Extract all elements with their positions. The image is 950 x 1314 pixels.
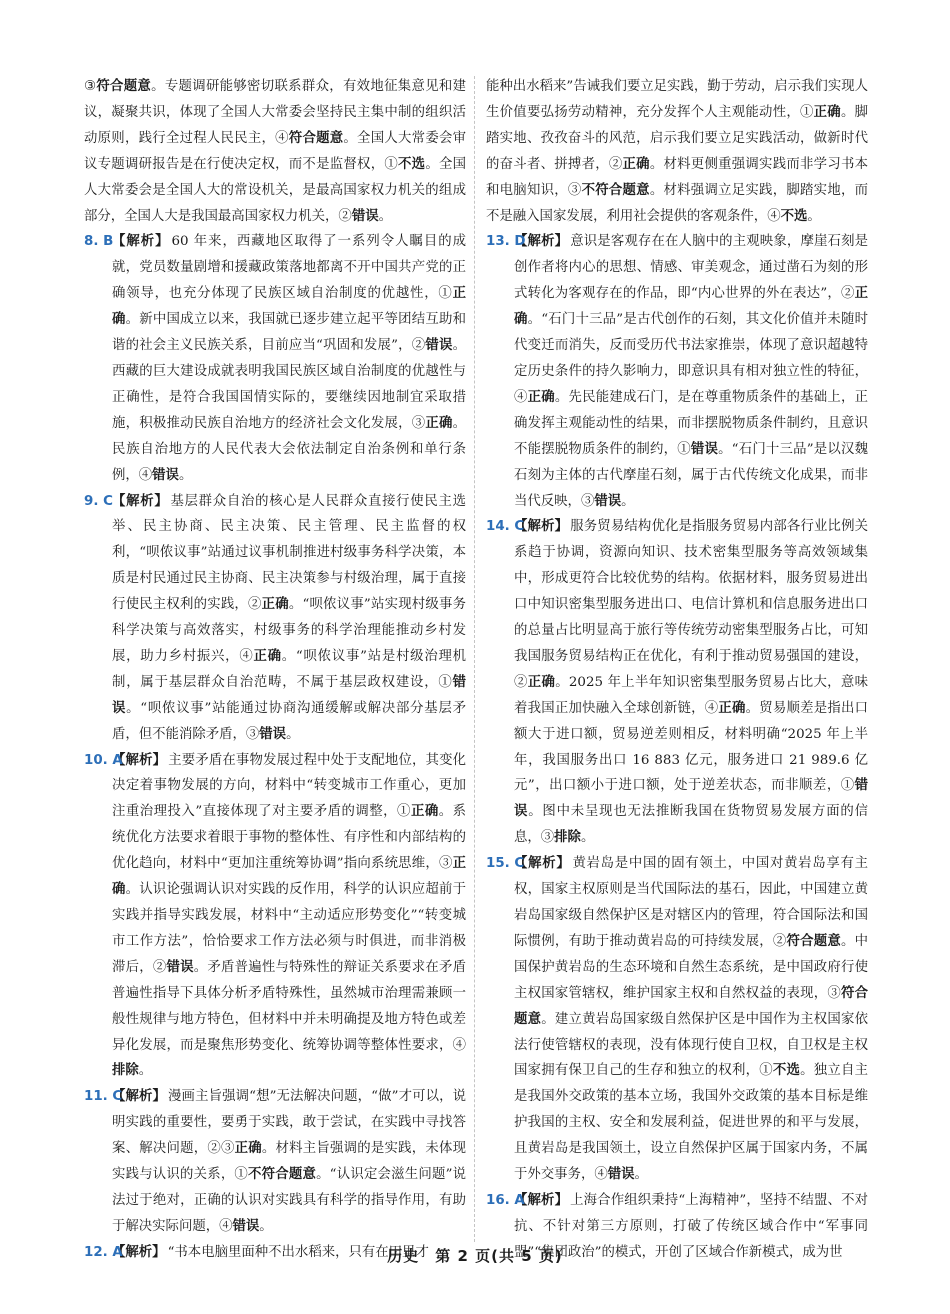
analysis-text: 能种出水稻来”告诫我们要立足实践，勤于劳动，启示我们实现人生价值要弘扬劳动精神，充分发挥个人主观能动性，① <box>486 79 868 120</box>
analysis-text: 。矛盾普遍性与特殊性的辩证关系要求在矛盾普遍性指导下具体分析矛盾特殊性，虽然城市治理需兼顾一般性规律与地方特色，但材料中并未明确提及地方特色或差异化发展，而是聚焦形势变化、统筹协调等整体性要求，④ <box>112 959 467 1053</box>
verdict-text: 正确 <box>514 286 868 328</box>
analysis-text: 。2025 年上半年知识密集型服务贸易占比大，意味着我国正加快融入全球创新链，④ <box>514 674 869 716</box>
verdict-text: 符合题意 <box>514 985 868 1027</box>
analysis-text: 。“呗侬议事”站实现村级事务科学决策与高效落实，村级事务的科学治理能推动乡村发展，助力乡村振兴，④ <box>112 597 467 664</box>
analysis-text: 。专题调研能够密切联系群众，有效地征集意见和建议，凝聚共识，体现了全国人大常委会坚持民主集中制的组织活动原则，践行全过程人民民主，④ <box>84 79 466 146</box>
verdict-text: 正确 <box>234 1141 262 1157</box>
verdict-text: 不符合题意 <box>581 182 650 198</box>
analysis-text: 上海合作组织秉持“上海精神”，坚持不结盟、不对抗、不针对第三方原则，打破了传统区域合作中“军事同盟”“集团政治”的模式，开创了区域合作新模式，成为世 <box>514 1192 868 1260</box>
verdict-text: 正确 <box>112 286 466 328</box>
answer-item <box>486 514 868 851</box>
analysis-text: 。民族自治地方的人民代表大会依法制定自治条例和单行条例，④ <box>112 415 466 483</box>
analysis-text: 60 年来，西藏地区取得了一系列令人瞩目的成就，党员数量剧增和援藏政策落地都离不开中国共产党的正确领导，也充分体现了民族区域自治制度的优越性，① <box>112 234 466 302</box>
verdict-text: 错误 <box>607 1167 635 1183</box>
analysis-text: 。图中未呈现也无法推断我国在货物贸易发展方面的信息，③ <box>514 804 869 846</box>
analysis-text: 。材料主旨强调的是实践，未体现实践与认识的关系，① <box>112 1141 467 1183</box>
question-number: 16. A <box>486 1192 525 1208</box>
analysis-text: 。 <box>580 830 595 846</box>
question-number: 9. C <box>84 493 113 509</box>
analysis-text: 。先民能建成石门，是在尊重物质条件的基础上，正确发挥主观能动性的结果，而非摆脱物质条件制约，且意识不能摆脱物质条件的制约，① <box>514 389 869 457</box>
analysis-text: 黄岩岛是中国的固有领土，中国对黄岩岛享有主权，国家主权原则是当代国际法的基石，因此，中国建立黄岩岛国家级自然保护区是对辖区内的管理，符合国际法和国际惯例，有助于推动黄岩岛的可持续发展，② <box>514 856 869 949</box>
analysis-text: 。新中国成立以来，我国就已逐步建立起平等团结互助和谐的社会主义民族关系，目前应当“巩固和发展”，② <box>112 312 466 354</box>
analysis-text: 。中国保护黄岩岛的生态环境和自然生态系统，是中国政府行使主权国家管辖权，维护国家主权和自然权益的表现，③ <box>514 933 869 1001</box>
verdict-text: 正确 <box>253 648 282 664</box>
analysis-text: 。“呗侬议事”站是村级治理机制，属于基层群众自治范畴，不属于基层政权建设，① <box>112 648 466 690</box>
analysis-text: 。建立黄岩岛国家级自然保护区是中国作为主权国家依法行使管辖权的表现，没有体现行使自卫权，自卫权是主权国家拥有保卫自己的生存和独立的权利，① <box>514 1011 868 1079</box>
question-number: 15. C <box>486 856 525 872</box>
analysis-text: 。西藏的巨大建设成就表明我国民族区域自治制度的优越性与正确性，是符合我国国情实际的，要继续因地制宜采取措施，积极推动民族自治地方的经济社会文化发展，③ <box>112 338 466 431</box>
verdict-text: 正确 <box>622 156 650 172</box>
analysis-tag: 【解析】 <box>112 493 169 509</box>
verdict-text: 错误 <box>351 208 379 224</box>
analysis-tag: 【解析】 <box>112 1244 166 1260</box>
verdict-text: 排除 <box>112 1063 139 1079</box>
analysis-text: 漫画主旨强调“想”无法解决问题，“做”才可以，说明实践的重要性，要勇于实践，敢于尝试，在实践中寻找答案、解决问题，②③ <box>112 1089 466 1157</box>
analysis-tag: 【解析】 <box>514 856 571 872</box>
analysis-text: 。“呗侬议事”站能通过协商沟通缓解或解决部分基层矛盾，但不能消除矛盾，③ <box>112 700 466 742</box>
question-number: 14. C <box>486 519 525 535</box>
verdict-text: 错误 <box>112 674 466 716</box>
verdict-text: 正确 <box>112 856 466 898</box>
analysis-text: 。材料更侧重强调实践而非学习书本和电脑知识，③ <box>486 156 869 198</box>
analysis-text: 。“石门十三品”是古代创作的石刻，其文化价值并未随时代变迁而消失，反而受历代书法家推崇，体现了意识超越特定历史条件的持久影响力，即意识具有相对独立性的特征，④ <box>514 312 868 405</box>
answer-continuation <box>486 74 868 229</box>
analysis-tag: 【解析】 <box>112 752 167 768</box>
analysis-text: 主要矛盾在事物发展过程中处于支配地位，其变化决定着事物发展的方向，材料中“转变城市工作重心，更加注重治理投入”直接体现了对主要矛盾的调整，① <box>112 752 467 820</box>
question-number: 8. B <box>84 234 114 250</box>
analysis-text: 。全国人大常委会是全国人大的常设机关，是最高国家权力机关的组成部分，全国人大是我国最高国家权力机关，② <box>84 156 467 224</box>
analysis-tag: 【解析】 <box>514 1192 569 1208</box>
left-column <box>84 74 466 1266</box>
question-number: 13. D <box>486 234 526 250</box>
verdict-text: 错误 <box>259 726 287 742</box>
analysis-text: 。 <box>378 208 392 224</box>
verdict-text: 正确 <box>261 597 289 613</box>
column-divider <box>474 76 475 1242</box>
answer-item <box>84 489 466 748</box>
verdict-text: 不选 <box>772 1063 801 1079</box>
analysis-text: ③ <box>84 79 97 94</box>
question-number: 12. A <box>84 1244 123 1260</box>
analysis-text: 。 <box>178 467 193 483</box>
analysis-text: 。材料强调立足实践，脚踏实地，而不是融入国家发展，利用社会提供的客观条件，④ <box>486 182 869 224</box>
verdict-text: 排除 <box>554 830 581 846</box>
verdict-text: 符合题意 <box>96 79 152 94</box>
verdict-text: 错误 <box>425 338 453 354</box>
analysis-text: 。“认识定会滋生问题”说法过于绝对，正确的认识对实践具有科学的指导作用，有助于解决实际问题，④ <box>112 1167 467 1234</box>
verdict-text: 符合题意 <box>786 933 841 949</box>
verdict-text: 符合题意 <box>288 130 344 146</box>
answer-item <box>84 229 466 488</box>
answer-item <box>486 851 868 1188</box>
verdict-text: 正确 <box>410 804 439 820</box>
analysis-text: 基层群众自治的核心是人民群众直接行使民主选举、民主协商、民主决策、民主管理、民主监督的权利，“呗侬议事”站通过议事机制推进村级事务科学决策，本质是村民通过民主协商、民主决策参与村级治理，属于直接行使民主权利的实践，② <box>112 493 467 613</box>
verdict-text: 正确 <box>527 674 556 690</box>
verdict-text: 不选 <box>780 208 808 224</box>
analysis-text: 。独立自主是我国外交政策的基本立场，我国外交政策的基本目标是维护我国的主权、安全和发展利益，促进世界的和平与发展，且黄岩岛是我国领土，设立自然保护区属于国家内务，不属于外交事务，④ <box>514 1063 869 1183</box>
analysis-text: 。系统优化方法要求着眼于事物的整体性、有序性和内部结构的优化趋向，材料中“更加注重统筹协调”指向系统思维，③ <box>112 804 466 872</box>
right-column <box>486 74 868 1266</box>
analysis-text: 。贸易顺差是指出口额大于进口额，贸易逆差则相反，材料明确“2025 年上半年，我国服务出口 16 883 亿元，服务进口 21 989.6 亿元”，出口额小于进口额，处于逆差状态，而非顺差，① <box>514 700 869 794</box>
analysis-text: 。 <box>807 208 821 224</box>
verdict-text: 正确 <box>425 415 453 431</box>
analysis-text: 。 <box>286 726 300 742</box>
analysis-text: “书本电脑里面种不出水稻来，只有在田里才 <box>167 1244 429 1260</box>
verdict-text: 正确 <box>527 389 555 405</box>
analysis-tag: 【解析】 <box>514 234 569 250</box>
analysis-text: 。 <box>621 493 635 509</box>
verdict-text: 错误 <box>166 959 194 975</box>
analysis-text: 。 <box>259 1218 273 1234</box>
analysis-text: 。脚踏实地、孜孜奋斗的风范，启示我们要立足实践活动，做新时代的奋斗者、拼搏者，② <box>486 104 869 172</box>
question-number: 11. C <box>84 1089 123 1105</box>
analysis-text: 服务贸易结构优化是指服务贸易内部各行业比例关系趋于协调，资源向知识、技术密集型服务等高效领域集中，形成更符合比较优势的结构。依据材料，服务贸易进出口中知识密集型服务进出口、电信计算机和信息服务进出口的总量占比明显高于旅行等传统劳动密集型服务占比，可知我国服务贸易结构正在优化，有利于推动贸易强国的建设，② <box>514 519 869 690</box>
answer-item <box>486 229 868 514</box>
answer-item <box>84 1084 466 1239</box>
verdict-text: 不符合题意 <box>248 1167 317 1183</box>
verdict-text: 错误 <box>232 1218 260 1234</box>
analysis-text: 意识是客观存在在人脑中的主观映象，摩崖石刻是创作者将内心的思想、情感、审美观念，通过凿石为刻的形式转化为客观存在的作品，即“内心世界的外在表达”，② <box>514 234 869 302</box>
answer-continuation <box>84 74 466 229</box>
analysis-text: 。 <box>634 1167 648 1183</box>
analysis-text: 。 <box>138 1063 153 1079</box>
answer-item <box>84 748 466 1085</box>
page-footer: 历史 第 2 页(共 5 页) <box>387 1247 563 1265</box>
analysis-tag: 【解析】 <box>112 234 170 250</box>
verdict-text: 错误 <box>594 493 622 509</box>
question-number: 10. A <box>84 752 123 768</box>
analysis-tag: 【解析】 <box>514 519 569 535</box>
verdict-text: 错误 <box>152 467 179 483</box>
verdict-text: 错误 <box>690 441 719 457</box>
verdict-text: 不选 <box>398 156 426 172</box>
verdict-text: 正确 <box>813 104 841 120</box>
analysis-text: 。认识论强调认识对实践的反作用，科学的认识应超前于实践并指导实践发展，材料中“主动适应形势变化”“转变城市工作方法”，恰恰要求工作方法必须与时俱进，而非消极滞后，② <box>112 882 466 975</box>
analysis-text: 。“石门十三品”是以汉魏石刻为主体的古代摩崖石刻，属于古代传统文化成果，而非当代反映，③ <box>514 441 868 509</box>
analysis-text: 。全国人大常委会审议专题调研报告是在行使决定权，而不是监督权，① <box>84 130 467 172</box>
verdict-text: 正确 <box>718 700 746 716</box>
verdict-text: 错误 <box>514 778 868 820</box>
analysis-tag: 【解析】 <box>112 1089 167 1105</box>
